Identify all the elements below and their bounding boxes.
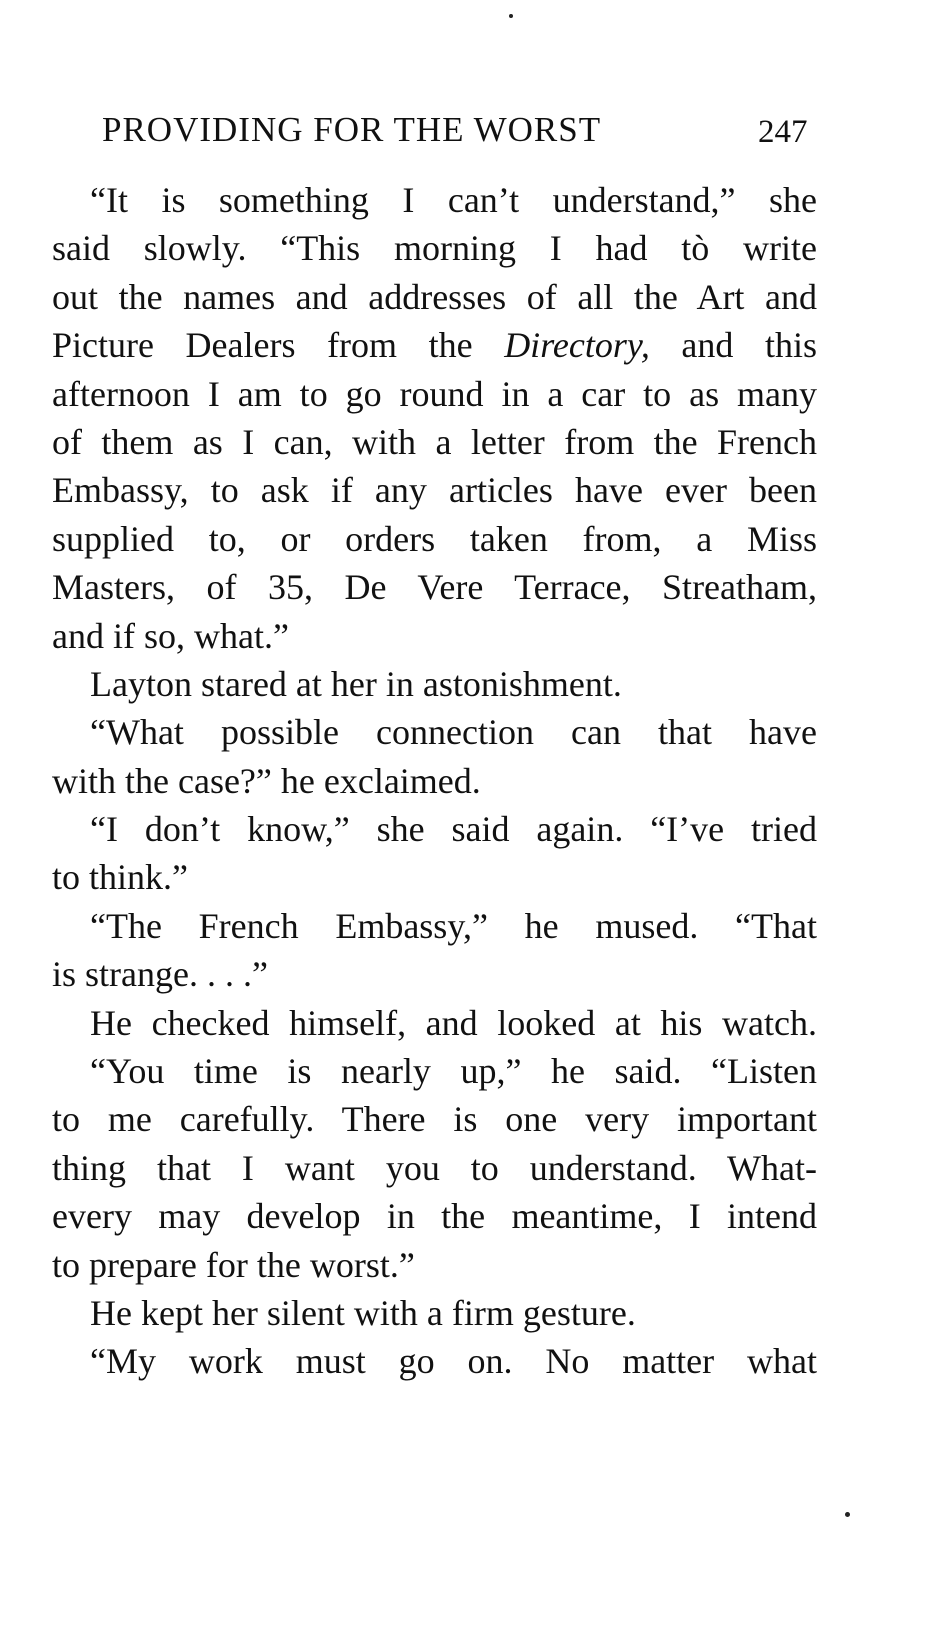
text-line: “The French Embassy,” he mused. “That — [90, 905, 817, 946]
running-head: PROVIDING FOR THE WORST — [102, 110, 602, 149]
text-segment: and this — [649, 325, 817, 366]
text-line: to prepare for the worst.” — [52, 1244, 415, 1285]
text-line: He checked himself, and looked at his watch. — [90, 1002, 817, 1043]
text-line: “It is something I can’t understand,” she — [90, 180, 817, 220]
text-line: Layton stared at her in astonishment. — [90, 663, 622, 704]
text-line: to think.” — [52, 857, 188, 898]
text-line: thing that I want you to understand. What- — [52, 1147, 817, 1188]
italic-title: Directory, — [504, 325, 650, 366]
text-line: Embassy, to ask if any articles have ever been — [52, 470, 817, 511]
text-line: is strange. . . .” — [52, 954, 268, 995]
page-number: 247 — [758, 114, 808, 150]
text-line: “What possible connection can that have — [90, 712, 817, 753]
text-line: afternoon I am to go round in a car to as many — [52, 373, 817, 414]
text-line: and if so, what.” — [52, 615, 289, 656]
text-line: “My work must go on. No matter what — [90, 1341, 817, 1382]
text-line: of them as I can, with a letter from the French — [52, 421, 817, 462]
ink-speck — [509, 14, 513, 18]
text-line: out the names and addresses of all the Art and — [52, 276, 817, 317]
text-line: said slowly. “This morning I had tò write — [52, 228, 817, 269]
ink-speck — [845, 1512, 850, 1517]
text-line: every may develop in the meantime, I intend — [52, 1196, 817, 1237]
text-line — [52, 321, 817, 369]
text-line: “I don’t know,” she said again. “I’ve tried — [90, 809, 817, 850]
page-header — [0, 108, 951, 156]
text-line: supplied to, or orders taken from, a Miss — [52, 518, 817, 559]
text-line: Masters, of 35, De Vere Terrace, Streatham, — [52, 567, 817, 608]
text-line: to me carefully. There is one very important — [52, 1099, 817, 1140]
text-line: “You time is nearly up,” he said. “Listen — [90, 1051, 817, 1092]
text-segment: Picture Dealers from the — [52, 325, 505, 366]
body-text — [52, 176, 817, 1386]
text-line: He kept her silent with a firm gesture. — [90, 1292, 636, 1333]
text-line: with the case?” he exclaimed. — [52, 760, 481, 801]
